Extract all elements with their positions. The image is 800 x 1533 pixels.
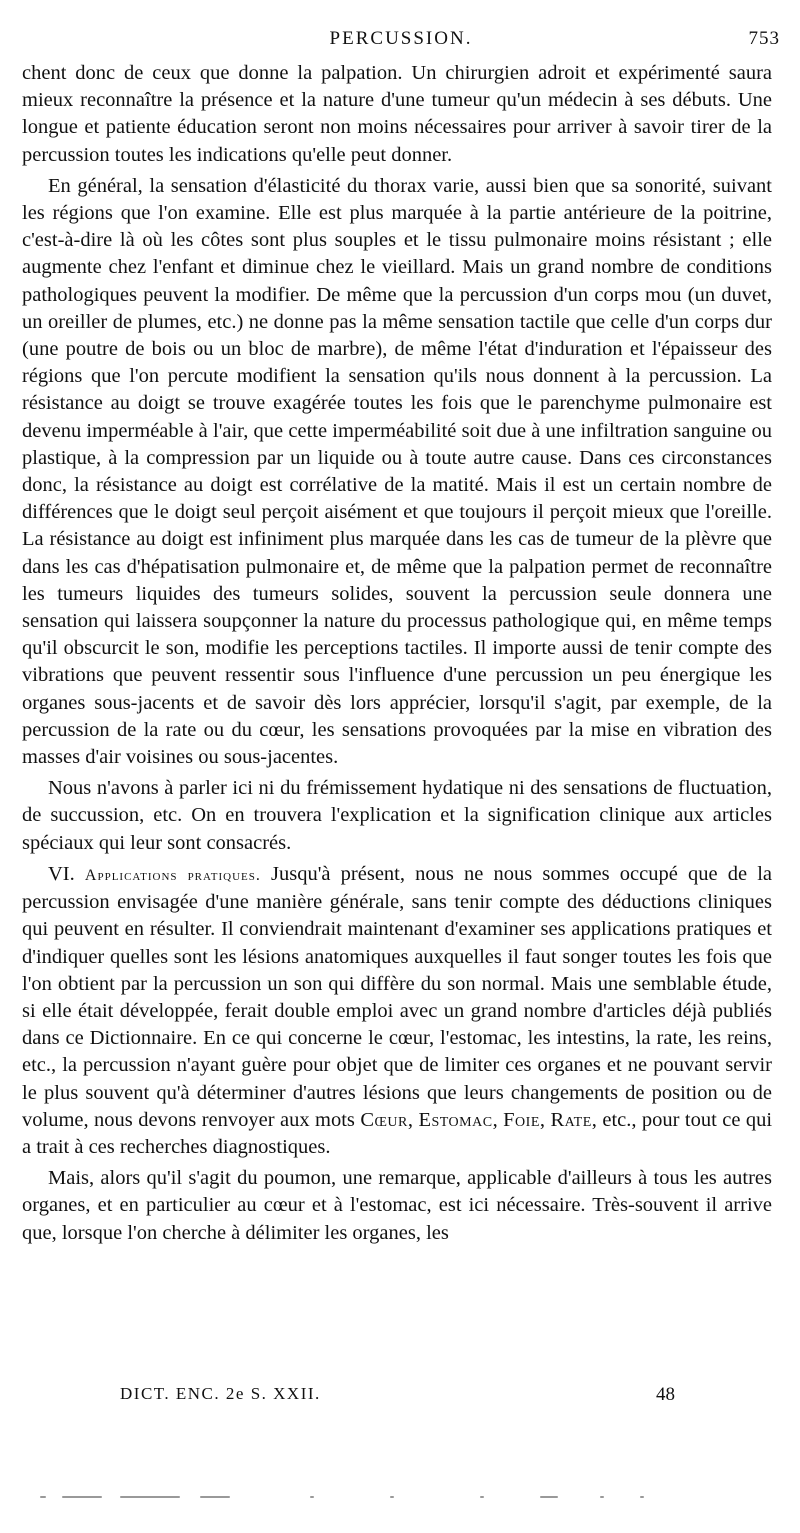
speck: [40, 1496, 46, 1498]
running-title: PERCUSSION.: [329, 28, 473, 49]
speck: [310, 1496, 314, 1498]
paragraph-continuation: chent donc de ceux que donne la palpation. Un chirurgien adroit et expérimenté saura mieux reconnaître la présence et la nature d'une tumeur qu'un médecin à ses débuts. Une longue et patiente éducation seront non moins nécessaires pour arriver à savoir tirer de la percussion toutes les indications qu'elle peut donner.: [22, 62, 772, 166]
section-number: VI.: [48, 862, 75, 885]
page-number: 753: [748, 28, 780, 49]
xref-coeur: Cœur: [360, 1108, 408, 1131]
sheet-number: 48: [656, 1384, 675, 1405]
speck: [62, 1496, 102, 1498]
print-specks: [40, 1492, 760, 1502]
section-body: Jusqu'à présent, nous ne nous sommes occupé que de la percussion envisagée d'une manière générale, sans tenir compte des déductions cliniques qui peuvent en résulter. Il conviendrait maintenant d'examiner ses applications pratiques et d'indiquer quelles sont les lésions anatomiques auxquelles il faut songer toutes les fois que l'on obtient par la percussion un son qui diffère du son normal. Mais une semblable étude, si elle était développée, ferait double emploi avec un grand nombre d'articles déjà publiés dans ce Dictionnaire. En ce qui concerne le cœur, l'estomac, les intestins, la rate, les reins, etc., la percussion n'ayant guère pour objet que de limiter ces organes et ne pouvant servir le plus souvent qu'à déterminer d'autres lésions que leurs changements de position ou de volume, nous devons renvoyer aux mots: [22, 862, 772, 1131]
printer-signature: DICT. ENC. 2e S. XXII.: [120, 1384, 321, 1403]
paragraph-fremissement: Nous n'avons à parler ici ni du frémissement hydatique ni des sensations de fluctuation, de succussion, etc. On en trouvera l'explication et la signification clinique aux articles spéciaux qui leur sont consacrés.: [22, 777, 772, 854]
page-footer: [120, 1384, 680, 1410]
section-title: Applications pratiques.: [84, 866, 261, 884]
speck: [640, 1496, 644, 1498]
speck: [600, 1496, 604, 1498]
speck: [120, 1496, 180, 1498]
paragraph-elasticity: En général, la sensation d'élasticité du thorax varie, aussi bien que sa sonorité, suivant les régions que l'on examine. Elle est plus marquée à la partie antérieure de la poitrine, c'est-à-dire là où les côtes sont plus souples et le tissu pulmonaire moins résistant ; elle augmente chez l'enfant et diminue chez le vieillard. Mais un grand nombre de conditions pathologiques peuvent la modifier. De même que la percussion d'un corps mou (un duvet, un oreiller de plumes, etc.) ne donne pas la même sensation tactile que celle d'un corps dur (une poutre de bois ou un bloc de marbre), de même l'état d'induration et l'épaisseur des régions que l'on percute modifient la sensation qu'ils nous donnent à la percussion. La résistance au doigt se trouve exagérée toutes les fois que le parenchyme pulmonaire est devenu imperméable à l'air, que cette imperméabilité soit due à une infiltration sanguine ou plastique, à la compression par un liquide ou à toute autre cause. Dans ces circonstances donc, la résistance au doigt est corrélative de la matité. Mais il est un certain nombre de différences que le doigt seul perçoit aisément et que toujours il perçoit mieux que l'oreille. La résistance au doigt est infiniment plus marquée dans les cas de tumeur de la plèvre que dans les cas d'hépatisation pulmonaire et, de même que la palpation permet de reconnaître les tumeurs liquides des tumeurs solides, souvent la percussion seule donnera une sensation qui laissera soupçonner la nature du processus pathologique qui, en même temps qu'il obscurcit le son, modifie les perceptions tactiles. Il importe aussi de tenir compte des vibrations que peuvent ressentir sous l'influence d'une percussion un peu énergique les organes sous-jacents et de savoir dès lors apprécier, lorsqu'il s'agit, par exemple, de la percussion de la rate ou du cœur, les sensations provoquées par la mise en vibration des masses d'air voisines ou sous-jacentes.: [22, 174, 772, 769]
xref-rate: Rate: [550, 1108, 592, 1131]
body-text: [22, 60, 772, 1247]
speck: [200, 1496, 230, 1498]
speck: [390, 1496, 394, 1498]
xref-estomac: Estomac: [418, 1108, 493, 1131]
page-header: [22, 28, 780, 54]
speck: [540, 1496, 558, 1498]
paragraph-section-vi: VI. Applications pratiques. Jusqu'à présent, nous ne nous sommes occupé que de la percussion envisagée d'une manière générale, sans tenir compte des déductions cliniques qui peuvent en résulter. Il conviendrait maintenant d'examiner ses applications pratiques et d'indiquer quelles sont les lésions anatomiques auxquelles il faut songer toutes les fois que l'on obtient par la percussion un son qui diffère du son normal. Mais une semblable étude, si elle était développée, ferait double emploi avec un grand nombre d'articles déjà publiés dans ce Dictionnaire. En ce qui concerne le cœur, l'estomac, les intestins, la rate, les reins, etc., la percussion n'ayant guère pour objet que de limiter ces organes et ne pouvant servir le plus souvent qu'à déterminer d'autres lésions que leurs changements de position ou de volume, nous devons renvoyer aux mots Cœur, Estomac, Foie, Rate, etc., pour tout ce qui a trait à ces recherches diagnostiques.: [22, 862, 773, 1158]
xref-foie: Foie: [503, 1108, 540, 1131]
section-tail: etc., pour tout ce qui a trait à ces recherches diagnostiques.: [22, 1108, 773, 1158]
speck: [480, 1496, 484, 1498]
paragraph-poumon: Mais, alors qu'il s'agit du poumon, une remarque, applicable d'ailleurs à tous les autres organes, et en particulier au cœur et à l'estomac, est ici nécessaire. Très-souvent il arrive que, lorsque l'on cherche à délimiter les organes, les: [22, 1167, 772, 1244]
